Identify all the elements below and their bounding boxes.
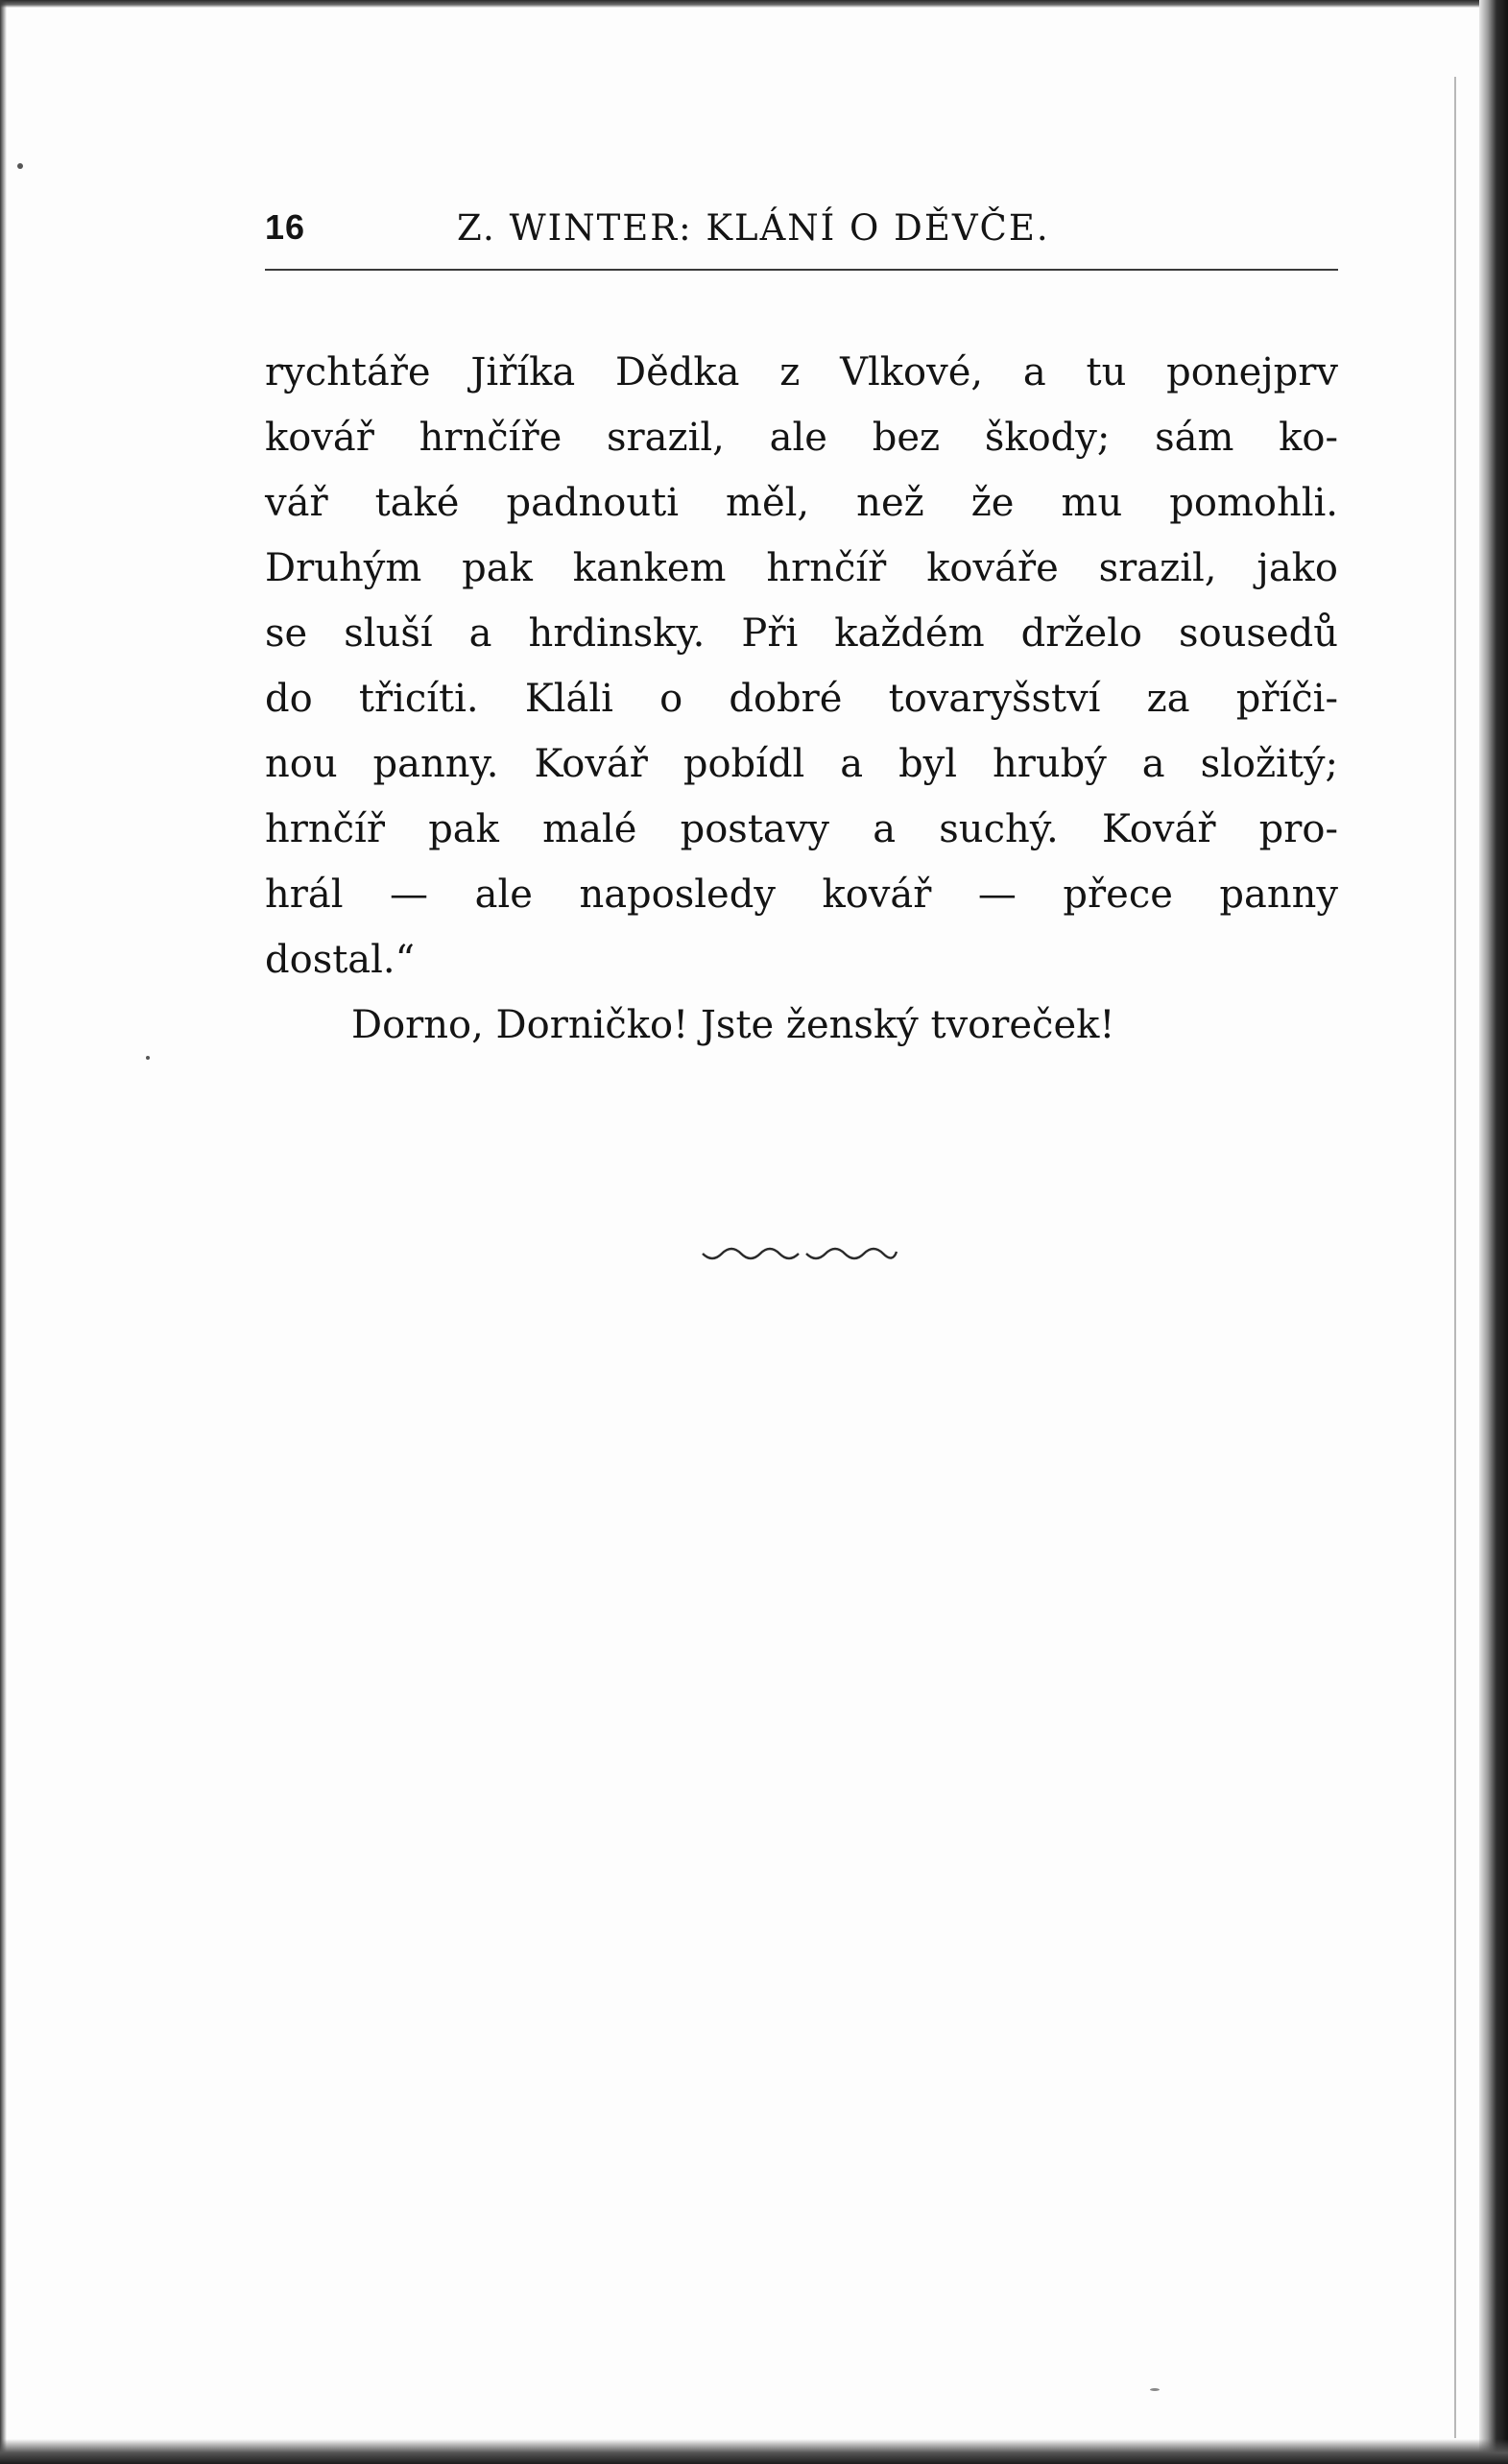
- scan-speck: [1150, 2388, 1160, 2391]
- text-line: kovář hrnčíře srazil, ale bez škody; sám ko-: [265, 416, 1338, 460]
- page-fold-line: [1454, 77, 1456, 2438]
- running-title: Z. WINTER: KLÁNÍ O DĚVČE.: [457, 207, 1050, 249]
- page-edge-bottom: [0, 2439, 1508, 2464]
- wavy-line-ornament-icon: [699, 1240, 900, 1269]
- text-line: nou panny. Kovář pobídl a byl hrubý a složitý;: [265, 742, 1338, 786]
- text-line: do třicíti. Kláli o dobré tovaryšství za příči-: [265, 677, 1338, 721]
- text-line: hrnčíř pak malé postavy a suchý. Kovář pro-: [265, 807, 1338, 851]
- body-text: [265, 340, 1338, 1058]
- scan-speck: [146, 1056, 150, 1060]
- text-line: vář také padnouti měl, než že mu pomohli.: [265, 481, 1338, 525]
- header-rule: [265, 269, 1338, 271]
- page-edge-left: [0, 0, 7, 2464]
- text-line: dostal.“: [265, 938, 416, 982]
- closing-line: Dorno, Dorničko! Jste ženský tvoreček!: [351, 1003, 1115, 1047]
- page-number: 16: [265, 207, 306, 247]
- page-edge-right: [1479, 0, 1508, 2464]
- page-edge-top: [0, 0, 1508, 8]
- scan-speck: [17, 163, 23, 169]
- text-line: se sluší a hrdinsky. Při každém drželo sousedů: [265, 611, 1338, 656]
- text-line: rychtáře Jiříka Dědka z Vlkové, a tu ponejprv: [265, 350, 1338, 395]
- text-line: Druhým pak kankem hrnčíř kováře srazil, jako: [265, 546, 1338, 590]
- page-header: [265, 200, 1338, 257]
- text-line: hrál — ale naposledy kovář — přece panny: [265, 873, 1338, 917]
